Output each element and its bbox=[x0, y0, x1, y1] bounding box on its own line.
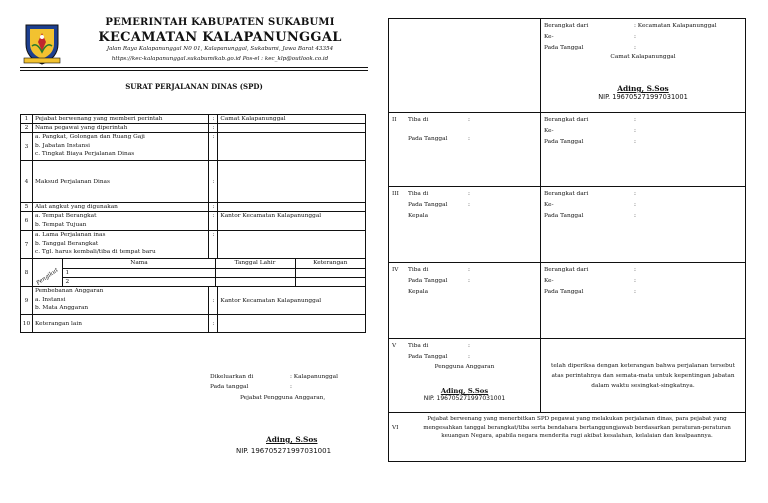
pengguna-nip: NIP. 196705271997031001 bbox=[423, 395, 506, 402]
date-label: Pada Tanggal bbox=[408, 278, 448, 284]
issuer-role: Pejabat Pengguna Anggaran, bbox=[240, 395, 326, 401]
section-number: IV bbox=[392, 267, 399, 273]
office-heading: KECAMATAN KALAPANUNGGAL bbox=[98, 30, 342, 45]
issued-at-label: Dikeluarkan di bbox=[210, 374, 254, 380]
row-sub-a: a. Instansi bbox=[34, 296, 66, 303]
departure-colon: : bbox=[634, 191, 636, 197]
row-sub-b: b. Tempat Tujuan bbox=[34, 221, 87, 228]
section-1-left bbox=[389, 19, 541, 113]
departure-label: Berangkat dari bbox=[544, 191, 589, 197]
row-10 bbox=[21, 315, 366, 333]
date-label: Pada Tanggal bbox=[544, 139, 584, 145]
colon: : bbox=[209, 212, 218, 231]
row-2 bbox=[21, 124, 366, 133]
section-4 bbox=[389, 263, 746, 339]
row-label bbox=[32, 133, 208, 161]
section-number: V bbox=[392, 343, 397, 349]
colon: : bbox=[209, 133, 218, 161]
date-colon: : bbox=[468, 136, 470, 142]
row-sub-b: b. Tanggal Berangkat bbox=[34, 240, 99, 247]
row-value bbox=[218, 231, 366, 259]
arrive-label: Tiba di bbox=[408, 267, 429, 273]
row-value: Camat Kalapanunggal bbox=[218, 115, 366, 124]
spd-main-table bbox=[20, 114, 366, 333]
date-label: Pada Tanggal bbox=[408, 354, 448, 360]
arrive-colon: : bbox=[468, 191, 470, 197]
departure-colon: : bbox=[634, 267, 636, 273]
pengikut-2-ket bbox=[295, 277, 365, 286]
issued-at-value: : Kalapanunggal bbox=[290, 374, 338, 380]
departure-label: Berangkat dari bbox=[544, 117, 589, 123]
date-colon: : bbox=[634, 45, 636, 51]
row-value bbox=[218, 315, 366, 333]
section-5-left bbox=[389, 339, 541, 413]
row-sub-c: c. Tingkat Biaya Perjalanan Dinas bbox=[34, 151, 135, 158]
colon: : bbox=[209, 315, 218, 333]
colon: : bbox=[209, 203, 218, 212]
section-6 bbox=[389, 413, 746, 462]
pengikut-1: 1 bbox=[63, 268, 215, 277]
departure-label: Berangkat dari bbox=[544, 267, 589, 273]
to-colon: : bbox=[634, 34, 636, 40]
issued-date-value: : bbox=[290, 384, 292, 390]
to-label: Ke- bbox=[544, 34, 554, 40]
pengikut-2: 2 bbox=[63, 277, 215, 286]
departure-label: Berangkat dari bbox=[544, 23, 589, 29]
row-3 bbox=[21, 133, 366, 161]
to-colon: : bbox=[634, 202, 636, 208]
row-label: Keterangan lain bbox=[32, 315, 208, 333]
row-9 bbox=[21, 287, 366, 315]
pengikut-side bbox=[33, 259, 63, 286]
row-sub-b: b. Jabatan Instansi bbox=[34, 142, 91, 149]
colon: : bbox=[209, 161, 218, 203]
row-value: Kantor Kecamatan Kalapanunggal bbox=[218, 212, 366, 231]
header-rule-thick bbox=[20, 67, 368, 68]
row-label: Nama pegawai yang diperintah bbox=[32, 124, 208, 133]
gov-heading: PEMERINTAH KABUPATEN SUKABUMI bbox=[105, 17, 335, 28]
section-5-right bbox=[541, 339, 746, 413]
date-colon: : bbox=[468, 354, 470, 360]
row-label: Alat angkut yang digunakan bbox=[32, 203, 208, 212]
camat-name: Ading, S.Sos bbox=[617, 84, 669, 93]
row-value bbox=[218, 161, 366, 203]
issued-date-label: Pada tanggal bbox=[210, 384, 249, 390]
row-6 bbox=[21, 212, 366, 231]
section-3-left bbox=[389, 187, 541, 263]
section-6-cell bbox=[389, 413, 746, 462]
to-label: Ke- bbox=[544, 128, 554, 134]
to-colon: : bbox=[634, 128, 636, 134]
checked-statement: telah diperiksa dengan keterangan bahwa perjalanan tersebut atas perintahnya dan semata-mata untuk kepentingan jabatan dalam waktu sesingkat-singkatnya. bbox=[551, 362, 735, 389]
row-label: Maksud Perjalanan Dinas bbox=[32, 161, 208, 203]
row-value bbox=[218, 124, 366, 133]
pengikut-label: Pengikut bbox=[35, 267, 60, 287]
colon: : bbox=[209, 124, 218, 133]
pengikut-table bbox=[33, 259, 365, 286]
row-sub-a: a. Pangkat, Golongan dan Ruang Gaji bbox=[34, 134, 145, 140]
date-colon: : bbox=[634, 139, 636, 145]
section-3-right bbox=[541, 187, 746, 263]
issued-at bbox=[210, 374, 338, 380]
row-number: 6 bbox=[21, 212, 33, 231]
head-label: Kepala bbox=[408, 213, 429, 219]
date-colon: : bbox=[634, 289, 636, 295]
colon: : bbox=[209, 231, 218, 259]
arrive-colon: : bbox=[468, 267, 470, 273]
row-sub-c: c. Tgl. harus kembali/tiba di tempat baru bbox=[34, 249, 156, 256]
arrive-label: Tiba di bbox=[408, 191, 429, 197]
spd-back-table bbox=[388, 18, 746, 462]
camat-nip: NIP. 196705271997031001 bbox=[598, 93, 688, 101]
col-keterangan: Keterangan bbox=[295, 259, 365, 268]
departure-value: : Kecamatan Kalapanunggal bbox=[634, 23, 717, 29]
pengikut-1-tgl bbox=[215, 268, 295, 277]
row-sub-a: a. Lama Perjalanan inas bbox=[34, 232, 106, 238]
office-address: Jalan Raya Kalapanunggal N0 01, Kalapanunggal, Sukabumi, Jawa Barat 43354 bbox=[106, 46, 334, 52]
row-1 bbox=[21, 115, 366, 124]
pengguna-name: Ading, S.Sos bbox=[440, 387, 489, 395]
date-colon: : bbox=[468, 278, 470, 284]
pengguna-anggaran: Pengguna Anggaran bbox=[434, 364, 495, 370]
pengikut-1-ket bbox=[295, 268, 365, 277]
row-value bbox=[218, 133, 366, 161]
issued-date bbox=[210, 384, 292, 390]
row-label bbox=[32, 287, 208, 315]
row-sub-b: b. Mata Anggaran bbox=[34, 305, 89, 312]
arrive-label: Tiba di bbox=[408, 343, 429, 349]
to-label: Ke- bbox=[544, 202, 554, 208]
date-label: Pada Tanggal bbox=[544, 213, 584, 219]
date-label: Pada Tanggal bbox=[408, 136, 448, 142]
row-number: 7 bbox=[21, 231, 33, 259]
responsibility-statement: Pejabat berwenang yang menerbitkan SPD pegawai yang melakukan perjalanan dinas, para pejabat yang mengesahkan tanggal berangkat/tiba serta bendahara bertanggungjawab berdasarkan peraturan-peraturan keuangan Negara, apabila negara menderita rugi akibat kesalahan, kelalaian dan kealpaannya. bbox=[423, 416, 731, 440]
row-sub-label: Pembebanan Anggaran bbox=[34, 288, 104, 294]
row-number: 3 bbox=[21, 133, 33, 161]
section-4-left bbox=[389, 263, 541, 339]
row-number: 1 bbox=[21, 115, 33, 124]
row-8 bbox=[21, 259, 366, 287]
row-label bbox=[32, 231, 208, 259]
to-colon: : bbox=[634, 278, 636, 284]
to-label: Ke- bbox=[544, 278, 554, 284]
row-number: 8 bbox=[21, 259, 33, 287]
section-4-right bbox=[541, 263, 746, 339]
row-7 bbox=[21, 231, 366, 259]
issuer-name: Ading, S.Sos bbox=[266, 435, 318, 444]
col-tanggal-lahir: Tanggal Lahir bbox=[215, 259, 295, 268]
arrive-colon: : bbox=[468, 117, 470, 123]
date-colon: : bbox=[634, 213, 636, 219]
date-label: Pada Tanggal bbox=[544, 289, 584, 295]
row-number: 2 bbox=[21, 124, 33, 133]
row-label bbox=[32, 212, 208, 231]
row-number: 5 bbox=[21, 203, 33, 212]
section-1-right bbox=[541, 19, 746, 113]
departure-colon: : bbox=[634, 117, 636, 123]
section-1 bbox=[389, 19, 746, 113]
col-nama: Nama bbox=[63, 259, 215, 268]
section-2-right bbox=[541, 113, 746, 187]
section-3 bbox=[389, 187, 746, 263]
section-5 bbox=[389, 339, 746, 413]
section-number: II bbox=[392, 117, 397, 123]
header-rule-thin bbox=[20, 70, 368, 71]
row-5 bbox=[21, 203, 366, 212]
colon: : bbox=[209, 115, 218, 124]
row-label: Pejabat berwenang yang memberi perintah bbox=[32, 115, 208, 124]
crest-icon bbox=[22, 22, 62, 66]
date-label: Pada Tanggal bbox=[544, 45, 584, 51]
section-2 bbox=[389, 113, 746, 187]
row-sub-a: a. Tempat Berangkat bbox=[34, 213, 97, 219]
colon: : bbox=[209, 287, 218, 315]
row-4 bbox=[21, 161, 366, 203]
section-2-left bbox=[389, 113, 541, 187]
row-value: Kantor Kecamatan Kalapanunggal bbox=[218, 287, 366, 315]
arrive-colon: : bbox=[468, 343, 470, 349]
pengikut-cell bbox=[32, 259, 365, 287]
section-number: VI bbox=[392, 424, 399, 431]
row-number: 10 bbox=[21, 315, 33, 333]
section-number: III bbox=[392, 191, 399, 197]
row-value bbox=[218, 203, 366, 212]
row-number: 9 bbox=[21, 287, 33, 315]
camat-title: Camat Kalapanunggal bbox=[610, 54, 676, 60]
office-contact: https://kec-kalapanunggal.sukabumikab.go.id Pos-el : kec_klp@outlook.co.id bbox=[111, 56, 329, 62]
row-number: 4 bbox=[21, 161, 33, 203]
issuer-nip: NIP. 196705271997031001 bbox=[236, 447, 332, 455]
head-label: Kepala bbox=[408, 289, 429, 295]
arrive-label: Tiba di bbox=[408, 117, 429, 123]
document-title: SURAT PERJALANAN DINAS (SPD) bbox=[125, 82, 263, 91]
date-label: Pada Tanggal bbox=[408, 202, 448, 208]
date-colon: : bbox=[468, 202, 470, 208]
pengikut-2-tgl bbox=[215, 277, 295, 286]
